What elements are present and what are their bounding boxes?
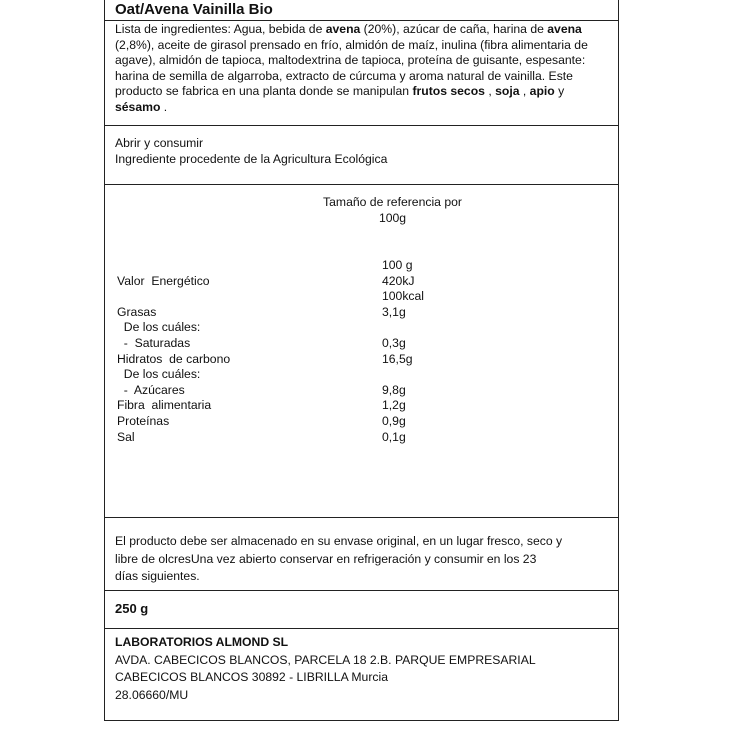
usage-section bbox=[105, 125, 618, 184]
storage-line: libre de olcresUna vez abierto conservar en refrigeración y consumir en los 23 bbox=[115, 551, 537, 566]
nutrition-row bbox=[117, 289, 618, 305]
product-label bbox=[104, 0, 619, 721]
ingredients-segment: , bbox=[519, 84, 530, 99]
nutrition-row bbox=[117, 336, 618, 352]
nutrition-row bbox=[117, 367, 618, 383]
nutrient-name: Sal bbox=[117, 429, 135, 444]
allergen-highlight: avena bbox=[547, 22, 582, 36]
ingredients-segment: , bbox=[484, 84, 496, 99]
allergen-highlight: soja bbox=[495, 84, 520, 99]
nutrient-name: Fibra alimentaria bbox=[117, 398, 212, 413]
nutrient-value: 3,1g bbox=[382, 304, 406, 319]
nutrient-name: De los cuáles: bbox=[117, 320, 201, 335]
nutrition-row bbox=[117, 383, 618, 399]
reference-size-label: Tamaño de referencia por bbox=[323, 195, 462, 209]
usage-instruction: Abrir y consumir bbox=[115, 136, 204, 150]
ingredients-section bbox=[105, 20, 618, 125]
nutrient-name: De los cuáles: bbox=[117, 367, 201, 382]
product-title: Oat/Avena Vainilla Bio bbox=[115, 1, 273, 18]
nutrient-value: 9,8g bbox=[382, 382, 406, 397]
registry-number: 28.06660/MU bbox=[115, 687, 189, 702]
nutrition-table bbox=[105, 184, 618, 517]
nutrient-name: Proteínas bbox=[117, 414, 170, 428]
nutrient-value: 100 g bbox=[382, 258, 413, 272]
nutrient-name: Valor Energético bbox=[117, 273, 210, 288]
nutrient-value: 420kJ bbox=[382, 273, 415, 288]
nutrient-name: - Azúcares bbox=[117, 382, 185, 397]
nutrition-row bbox=[117, 258, 618, 274]
allergen-highlight: frutos secos bbox=[412, 84, 485, 99]
reference-size-value: 100g bbox=[378, 210, 407, 225]
nutrient-name: Hidratos de carbono bbox=[117, 351, 231, 366]
nutrition-header bbox=[105, 195, 618, 226]
storage-section bbox=[105, 517, 618, 590]
nutrition-row bbox=[117, 430, 618, 446]
nutrition-row bbox=[117, 352, 618, 368]
ingredients-segment: Lista de ingredientes: Agua, bebida de bbox=[115, 22, 326, 36]
nutrient-value: 0,9g bbox=[382, 414, 406, 428]
allergen-highlight: sésamo bbox=[115, 99, 161, 114]
net-weight: 250 g bbox=[105, 590, 618, 628]
storage-line: El producto debe ser almacenado en su envase original, en un lugar fresco, seco y bbox=[115, 534, 563, 548]
nutrient-name: Grasas bbox=[117, 304, 157, 319]
nutrient-name: - Saturadas bbox=[117, 336, 191, 350]
storage-line: días siguientes. bbox=[115, 569, 200, 583]
company-name: LABORATORIOS ALMOND SL bbox=[115, 635, 289, 649]
ingredients-segment: y bbox=[554, 84, 565, 99]
ingredients-text bbox=[115, 22, 588, 114]
nutrition-row bbox=[117, 320, 618, 336]
nutrient-value: 1,2g bbox=[382, 398, 406, 413]
nutrient-value: 16,5g bbox=[382, 351, 413, 366]
nutrient-value: 0,1g bbox=[382, 429, 406, 444]
company-address: CABECICOS BLANCOS 30892 - LIBRILLA Murcia bbox=[115, 670, 388, 684]
allergen-highlight: apio bbox=[529, 84, 555, 99]
company-address: AVDA. CABECICOS BLANCOS, PARCELA 18 2.B. PARQUE EMPRESARIAL bbox=[115, 652, 536, 667]
ingredients-segment: (2,8%), aceite de girasol prensado en frío, almidón de maíz, inulina (fibra alimentaria de agave), almidón de tapioca, maltodextrina de tapioca, proteína de guisante, espesante: harina de semilla de algarroba, extracto de cúrcuma y aroma natural de vainilla. Este producto se fabrica en una planta donde se manipulan bbox=[115, 37, 588, 99]
nutrition-row bbox=[117, 414, 618, 430]
nutrition-row bbox=[117, 398, 618, 414]
ingredients-segment: . bbox=[160, 99, 168, 114]
nutrient-value: 100kcal bbox=[382, 289, 425, 304]
nutrition-row bbox=[117, 274, 618, 290]
allergen-highlight: avena bbox=[325, 22, 361, 36]
nutrient-value: 0,3g bbox=[382, 336, 406, 350]
organic-note: Ingrediente procedente de la Agricultura Ecológica bbox=[115, 151, 388, 166]
company-section bbox=[105, 628, 618, 721]
ingredients-segment: (20%), azúcar de caña, harina de bbox=[360, 22, 548, 36]
nutrition-row bbox=[117, 305, 618, 321]
